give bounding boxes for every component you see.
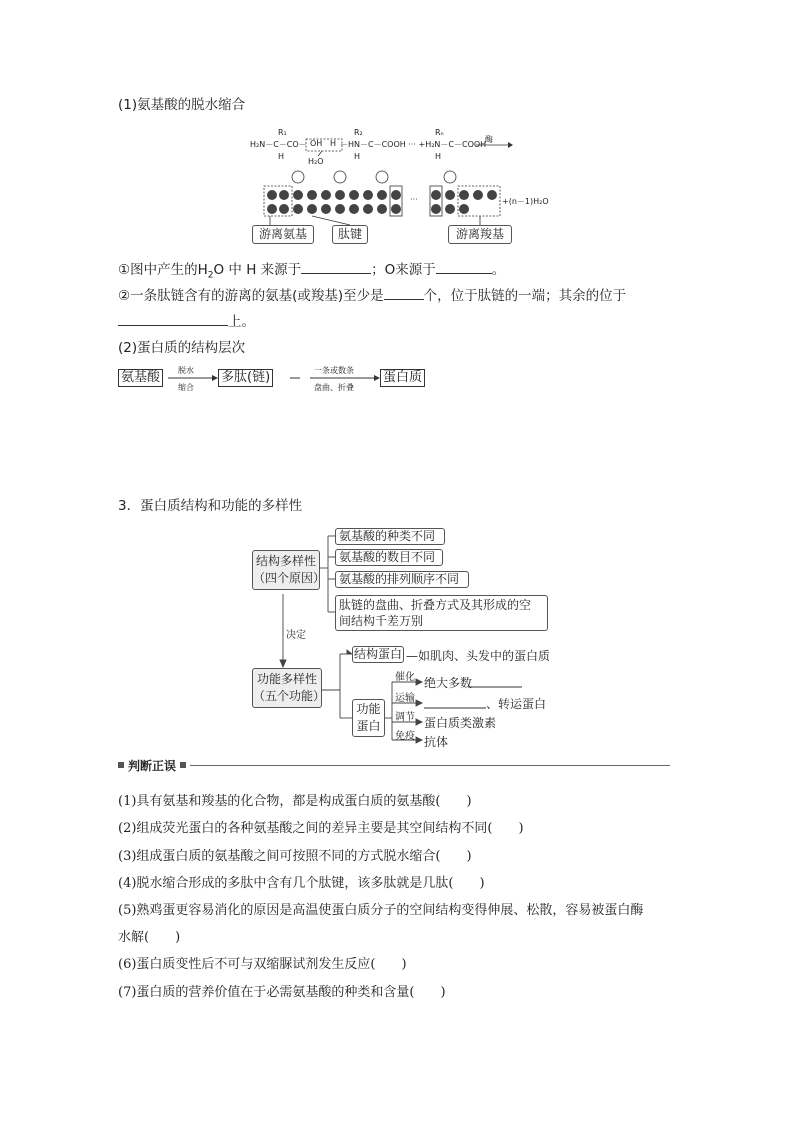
judge-item-2: (2)组成荧光蛋白的各种氨基酸之间的差异主要是其空间结构不同( ) (118, 821, 524, 836)
judge-item-4: (4)脱水缩合形成的多肽中含有几个肽键，该多肽就是几肽( ) (118, 876, 485, 891)
function-regulation: 调节 (395, 712, 415, 723)
box-polypeptide: 多肽(链) (218, 369, 273, 387)
protein-hierarchy (118, 366, 438, 392)
h-below-3: H (435, 152, 442, 161)
function-diversity-box: 功能多样性 （五个功能） (252, 668, 322, 708)
step2-top: 一条或数条 (314, 366, 354, 375)
water-label: H₂O (308, 157, 324, 166)
r1-label: R₁ (278, 128, 287, 137)
box-protein: 蛋白质 (380, 369, 425, 387)
step1-top: 脱水 (178, 366, 194, 375)
question-1: ①图中产生的$H_2O$ 中 H 来源于 ；O来源于 。 (118, 262, 506, 281)
r2-label: R₂ (354, 128, 363, 137)
judge-item-7: (7)蛋白质的营养价值在于必需氨基酸的种类和含量( ) (118, 985, 446, 1000)
judge-item-5-cont: 水解( ) (118, 930, 181, 945)
answer-blank-o[interactable] (436, 261, 492, 274)
function-immunity: 免疫 (395, 731, 415, 742)
question-2-line1: ②一条肽链含有的游离的氨基(或羧基)至少是 个，位于肽链的一端；其余的位于 (118, 288, 627, 304)
structural-protein-example: —如肌肉、头发中的蛋白质 (406, 649, 551, 663)
reaction-part1: H₂N－C－CO－ (250, 140, 307, 149)
catalysis-text: 绝大多数 (424, 676, 473, 690)
h-label: H (330, 139, 337, 148)
answer-blank-position[interactable] (118, 313, 228, 326)
water-byproduct: +(n－1)H₂O (502, 197, 549, 206)
header-square-icon (118, 762, 124, 768)
reason-amino-count: 氨基酸的数目不同 (335, 549, 443, 566)
rn-label: Rₙ (435, 128, 444, 137)
functional-protein-box: 功能 蛋白 (352, 699, 385, 737)
judge-item-6: (6)蛋白质变性后不可与双缩脲试剂发生反应( ) (118, 957, 407, 972)
reason-amino-type: 氨基酸的种类不同 (335, 528, 445, 545)
function-catalysis: 催化 (395, 672, 415, 683)
judge-item-1: (1)具有氨基和羧基的化合物，都是构成蛋白质的氨基酸( ) (118, 794, 472, 809)
answer-blank-h[interactable] (301, 261, 371, 274)
step2-bottom: 盘曲、折叠 (314, 383, 354, 392)
h-below-1: H (278, 152, 285, 161)
box-amino-acid: 氨基酸 (118, 369, 163, 387)
section-title-diversity: 3．蛋白质结构和功能的多样性 (118, 498, 303, 514)
question-2-line2: 上。 (118, 313, 255, 330)
reason-spatial-structure: 肽链的盘曲、折叠方式及其形成的空 间结构千差万别 (335, 595, 548, 631)
transport-text: 、转运蛋白 (486, 697, 547, 711)
structural-protein-box: 结构蛋白 (353, 647, 402, 661)
label-peptide-bond: 肽键 (332, 225, 368, 244)
judge-header-title: 判断正误 (128, 759, 177, 773)
immunity-text: 抗体 (424, 735, 449, 749)
function-transport: 运输 (395, 693, 415, 704)
determine-label: 决定 (286, 630, 306, 641)
section-title-dehydration: (1)氨基酸的脱水缩合 (118, 97, 246, 113)
section-title-hierarchy: (2)蛋白质的结构层次 (118, 340, 246, 356)
oh-label: OH (310, 139, 323, 148)
h-below-2: H (354, 152, 361, 161)
arrow-1 (168, 374, 218, 382)
judge-item-3: (3)组成蛋白质的氨基酸之间可按照不同的方式脱水缩合( ) (118, 849, 472, 864)
label-free-carboxyl: 游离羧基 (448, 225, 512, 244)
enzyme-label: 酶 (485, 135, 493, 144)
answer-blank-count[interactable] (384, 287, 424, 300)
reaction-diagram (250, 125, 550, 245)
chain-dots: ··· (410, 195, 418, 204)
arrow-2 (290, 374, 380, 382)
label-free-amino: 游离氨基 (252, 225, 314, 244)
judge-item-5: (5)熟鸡蛋更容易消化的原因是高温使蛋白质分子的空间结构变得伸展、松散，容易被蛋白酶 (118, 903, 644, 918)
step1-bottom: 缩合 (178, 383, 194, 392)
structure-diversity-box: 结构多样性 （四个原因） (252, 550, 320, 590)
reason-amino-order: 氨基酸的排列顺序不同 (335, 571, 469, 588)
regulation-text: 蛋白质类激素 (424, 716, 497, 730)
reaction-part2: －HN－C－COOH ··· +H₂N－C－COOH (340, 140, 487, 149)
header-divider (190, 765, 670, 766)
header-square-icon-2 (180, 762, 186, 768)
diversity-concept-map (250, 522, 570, 754)
judge-header (118, 759, 671, 773)
